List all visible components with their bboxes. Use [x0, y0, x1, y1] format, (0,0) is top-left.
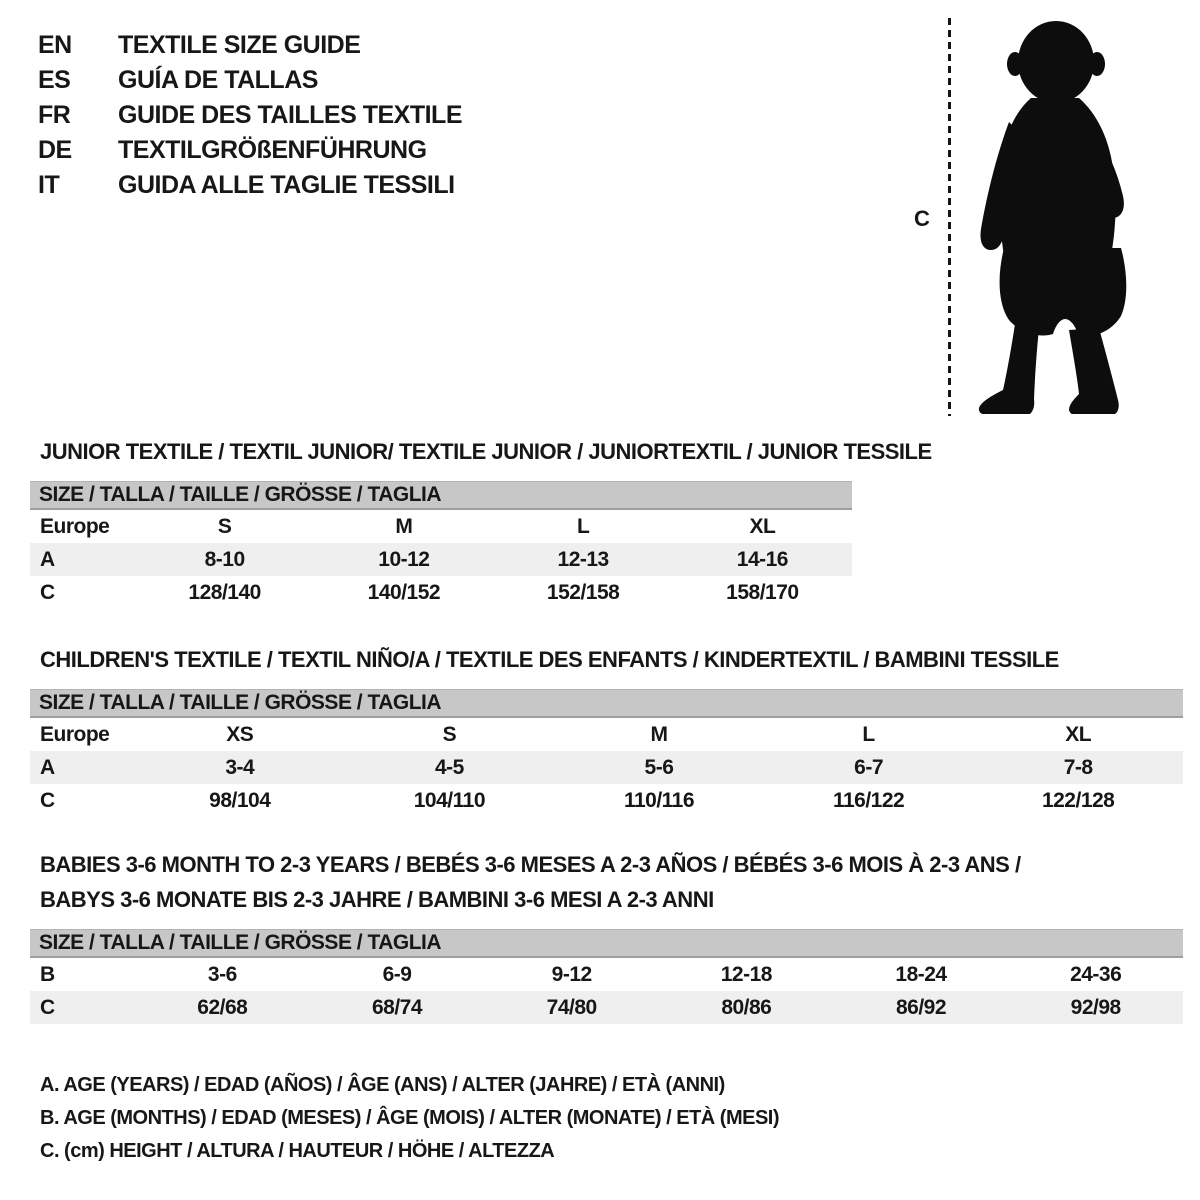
language-code: IT [38, 171, 60, 199]
cell-value: M [650, 722, 668, 746]
cell-value: 5-6 [644, 755, 674, 779]
language-title: GUÍA DE TALLAS [118, 66, 318, 94]
cell-value: 8-10 [204, 547, 245, 571]
language-row [38, 28, 462, 63]
cell-value: 86/92 [895, 995, 947, 1019]
language-title: TEXTILGRÖßENFÜHRUNG [118, 136, 427, 164]
language-row [38, 133, 462, 168]
cell-value: 18-24 [895, 962, 947, 986]
row-label: C [40, 788, 55, 812]
size-section [30, 847, 1183, 1024]
table-row [30, 991, 1183, 1024]
footnotes [40, 1069, 779, 1168]
section-title: BABIES 3-6 MONTH TO 2-3 YEARS / BEBÉS 3-6 MESES A 2-3 AÑOS / BÉBÉS 3-6 MOIS À 2-3 ANS / [40, 852, 1021, 877]
section-title: CHILDREN'S TEXTILE / TEXTIL NIÑO/A / TEXTILE DES ENFANTS / KINDERTEXTIL / BAMBINI TESSILE [40, 647, 1059, 672]
cell-value: 140/152 [367, 580, 441, 604]
cell-value: 68/74 [371, 995, 423, 1019]
cell-value: 104/110 [413, 788, 486, 812]
table-row [30, 543, 852, 576]
cell-value: L [576, 514, 590, 538]
cell-value: 110/116 [623, 788, 695, 812]
cell-value: 7-8 [1063, 755, 1093, 779]
cell-value: 128/140 [188, 580, 261, 604]
height-measure-line [948, 18, 951, 416]
cell-value: 98/104 [209, 788, 271, 812]
cell-value: 158/170 [726, 580, 799, 604]
cell-value: 80/86 [721, 995, 772, 1019]
cell-value: 10-12 [378, 547, 430, 571]
baby-silhouette-icon [971, 14, 1141, 414]
row-label: B [40, 962, 55, 986]
cell-value: 12-18 [720, 962, 772, 986]
cell-value: S [217, 514, 232, 538]
language-title: TEXTILE SIZE GUIDE [118, 31, 361, 59]
cell-value: XL [1065, 722, 1092, 746]
cell-value: XL [749, 514, 776, 538]
cell-value: 14-16 [736, 547, 788, 571]
table-row [30, 751, 1183, 784]
cell-value: 3-6 [207, 962, 237, 986]
table-size-header: SIZE / TALLA / TAILLE / GRÖSSE / TAGLIA [30, 481, 852, 510]
cell-value: S [442, 722, 457, 746]
footnote-line: A. AGE (YEARS) / EDAD (AÑOS) / ÂGE (ANS) / ALTER (JAHRE) / ETÀ (ANNI) [40, 1074, 725, 1096]
cell-value: 9-12 [551, 962, 592, 986]
size-table [30, 929, 1183, 1024]
size-table [30, 481, 852, 609]
language-code: DE [38, 136, 72, 164]
table-size-header: SIZE / TALLA / TAILLE / GRÖSSE / TAGLIA [30, 929, 1183, 958]
language-code: ES [38, 66, 71, 94]
table-row [30, 718, 1183, 751]
cell-value: 62/68 [197, 995, 248, 1019]
height-measure-label: C [914, 206, 930, 231]
row-label: Europe [40, 722, 110, 746]
table-row [30, 576, 852, 609]
language-row [38, 63, 462, 98]
cell-value: M [395, 514, 413, 538]
footnote-line: B. AGE (MONTHS) / EDAD (MESES) / ÂGE (MOIS) / ALTER (MONATE) / ETÀ (MESI) [40, 1107, 780, 1129]
language-title-list [38, 28, 462, 203]
cell-value: 74/80 [546, 995, 597, 1019]
cell-value: 24-36 [1070, 962, 1122, 986]
table-row [30, 958, 1183, 991]
footnote-line: C. (cm) HEIGHT / ALTURA / HAUTEUR / HÖHE / ALTEZZA [40, 1140, 555, 1162]
cell-value: 122/128 [1041, 788, 1115, 812]
cell-value: 12-13 [557, 547, 609, 571]
table-row [30, 784, 1183, 817]
row-label: Europe [40, 514, 110, 538]
language-row [38, 168, 462, 203]
language-code: EN [38, 31, 72, 59]
row-label: A [40, 547, 55, 571]
cell-value: 6-7 [854, 755, 883, 779]
cell-value: 3-4 [225, 755, 255, 779]
language-title: GUIDE DES TAILLES TEXTILE [118, 101, 463, 129]
size-table [30, 689, 1183, 817]
table-body [30, 958, 1183, 1024]
row-label: C [40, 580, 55, 604]
section-title: JUNIOR TEXTILE / TEXTIL JUNIOR/ TEXTILE JUNIOR / JUNIORTEXTIL / JUNIOR TESSILE [40, 439, 932, 464]
cell-value: 116/122 [832, 788, 905, 812]
row-label: A [40, 755, 55, 779]
table-row [30, 510, 852, 543]
size-section [30, 434, 932, 609]
cell-value: 6-9 [382, 962, 412, 986]
language-title: GUIDA ALLE TAGLIE TESSILI [118, 171, 455, 199]
table-size-header: SIZE / TALLA / TAILLE / GRÖSSE / TAGLIA [30, 689, 1183, 718]
cell-value: 152/158 [546, 580, 620, 604]
size-section [30, 642, 1183, 817]
table-body [30, 718, 1183, 817]
cell-value: 4-5 [434, 755, 464, 779]
language-row [38, 98, 462, 133]
section-title: BABYS 3-6 MONATE BIS 2-3 JAHRE / BAMBINI 3-6 MESI A 2-3 ANNI [40, 887, 714, 912]
cell-value: 92/98 [1070, 995, 1121, 1019]
language-code: FR [38, 101, 71, 129]
cell-value: XS [226, 722, 254, 746]
cell-value: L [862, 722, 875, 746]
row-label: C [40, 995, 55, 1019]
table-body [30, 510, 852, 609]
